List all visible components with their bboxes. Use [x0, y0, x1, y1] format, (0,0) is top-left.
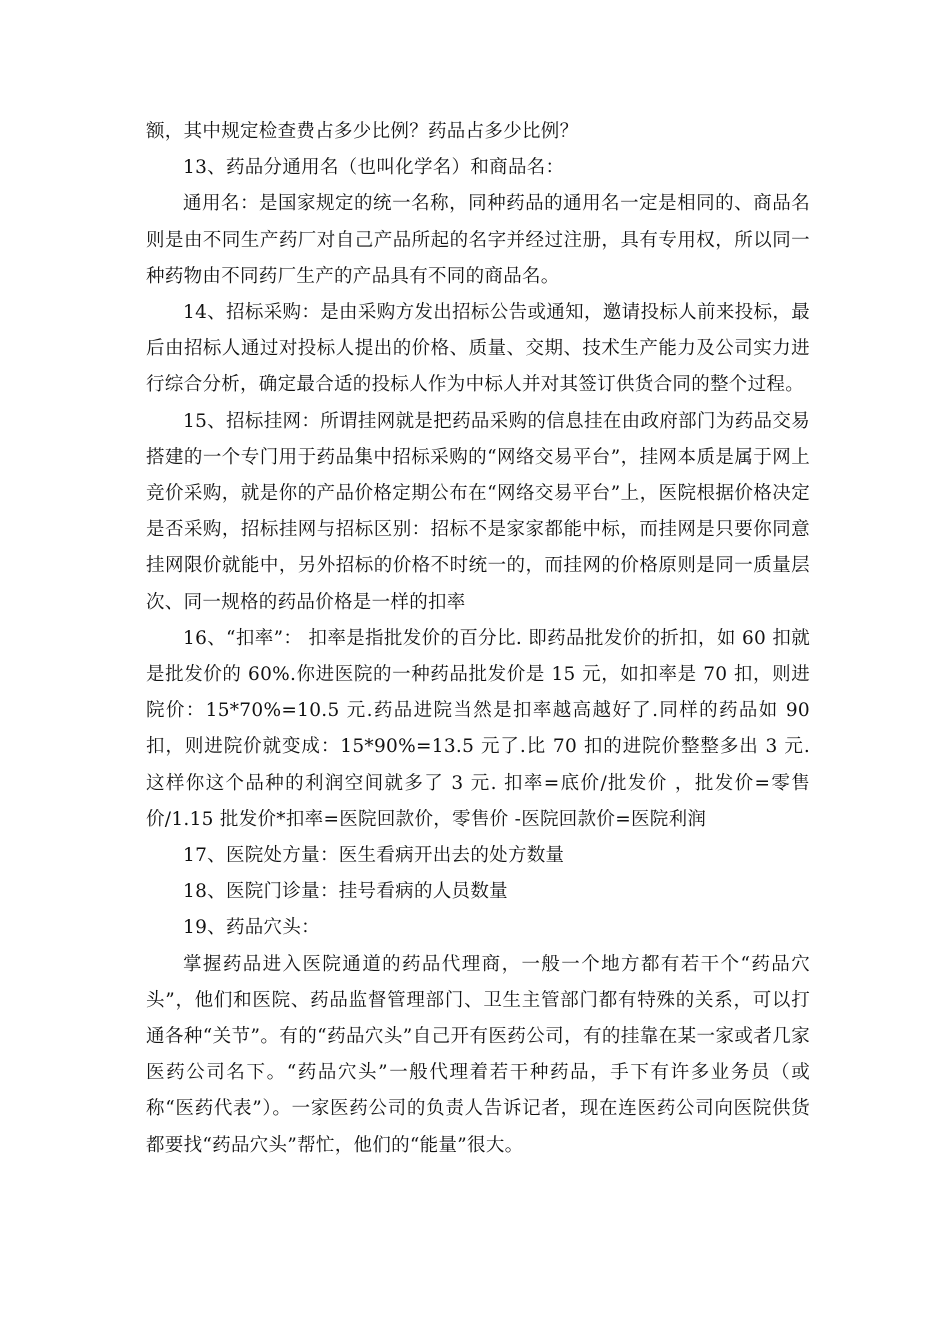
paragraph-continuation: 额，其中规定检查费占多少比例？药品占多少比例？ [146, 121, 579, 142]
paragraph-item-18: 18、医院门诊量：挂号看病的人员数量 [183, 881, 508, 903]
paragraph-item-14: 14、招标采购：是由采购方发出招标公告或通知，邀请投标人前来投标，最后由招标人通过对投标人提出的价格、质量、交期、技术生产能力及公司实力进行综合分析，确定最合适的投标人作为中标人并对其签订供货合同的整个过程。 [146, 302, 810, 396]
paragraph-item-19: 19、药品穴头： [183, 917, 320, 939]
document-page [146, 114, 810, 1164]
paragraph-item-15: 15、招标挂网：所谓挂网就是把药品采购的信息挂在由政府部门为药品交易搭建的一个专门用于药品集中招标采购的“网络交易平台”，挂网本质是属于网上竞价采购，就是你的产品价格定期公布在“网络交易平台”上，医院根据价格决定是否采购，招标挂网与招标区别：招标不是家家都能中标，而挂网是只要你同意挂网限价就能中，另外招标的价格不时统一的，而挂网的价格原则是同一质量层次、同一规格的药品价格是一样的扣率 [146, 410, 810, 613]
paragraph-generic-name: 通用名：是国家规定的统一名称，同种药品的通用名一定是相同的、商品名则是由不同生产药厂对自己产品所起的名字并经过注册，具有专用权，所以同一种药物由不同药厂生产的产品具有不同的商品名。 [146, 193, 810, 287]
paragraph-drug-agent: 掌握药品进入医院通道的药品代理商，一般一个地方都有若干个“药品穴头”，他们和医院、药品监督管理部门、卫生主管部门都有特殊的关系，可以打通各种“关节”。有的“药品穴头”自己开有医药公司，有的挂靠在某一家或者几家医药公司名下。“药品穴头”一般代理着若干种药品，手下有许多业务员（或称“医药代表”）。一家医药公司的负责人告诉记者，现在连医药公司向医院供货都要找“药品穴头”帮忙，他们的“能量”很大。 [146, 953, 810, 1156]
paragraph-item-17: 17、医院处方量：医生看病开出去的处方数量 [183, 845, 565, 867]
paragraph-item-16: 16、“扣率”： 扣率是指批发价的百分比. 即药品批发价的折扣，如 60 扣就是批发价的 60%.你进医院的一种药品批发价是 15 元，如扣率是 70 扣，则进院价：15*70%=10.5 元.药品进院当然是扣率越高越好了.同样的药品如 90 扣，则进院价就变成：15*90%=13.5 元了.比 70 扣的进院价整整多出 3 元.这样你这个品种的利润空间就多了 3 元. 扣率=底价/批发价 ，批发价=零售价/1.15 批发价*扣率=医院回款价，零售价 -医院回款价=医院利润 [146, 627, 810, 830]
paragraph-item-13: 13、药品分通用名（也叫化学名）和商品名： [183, 157, 565, 179]
